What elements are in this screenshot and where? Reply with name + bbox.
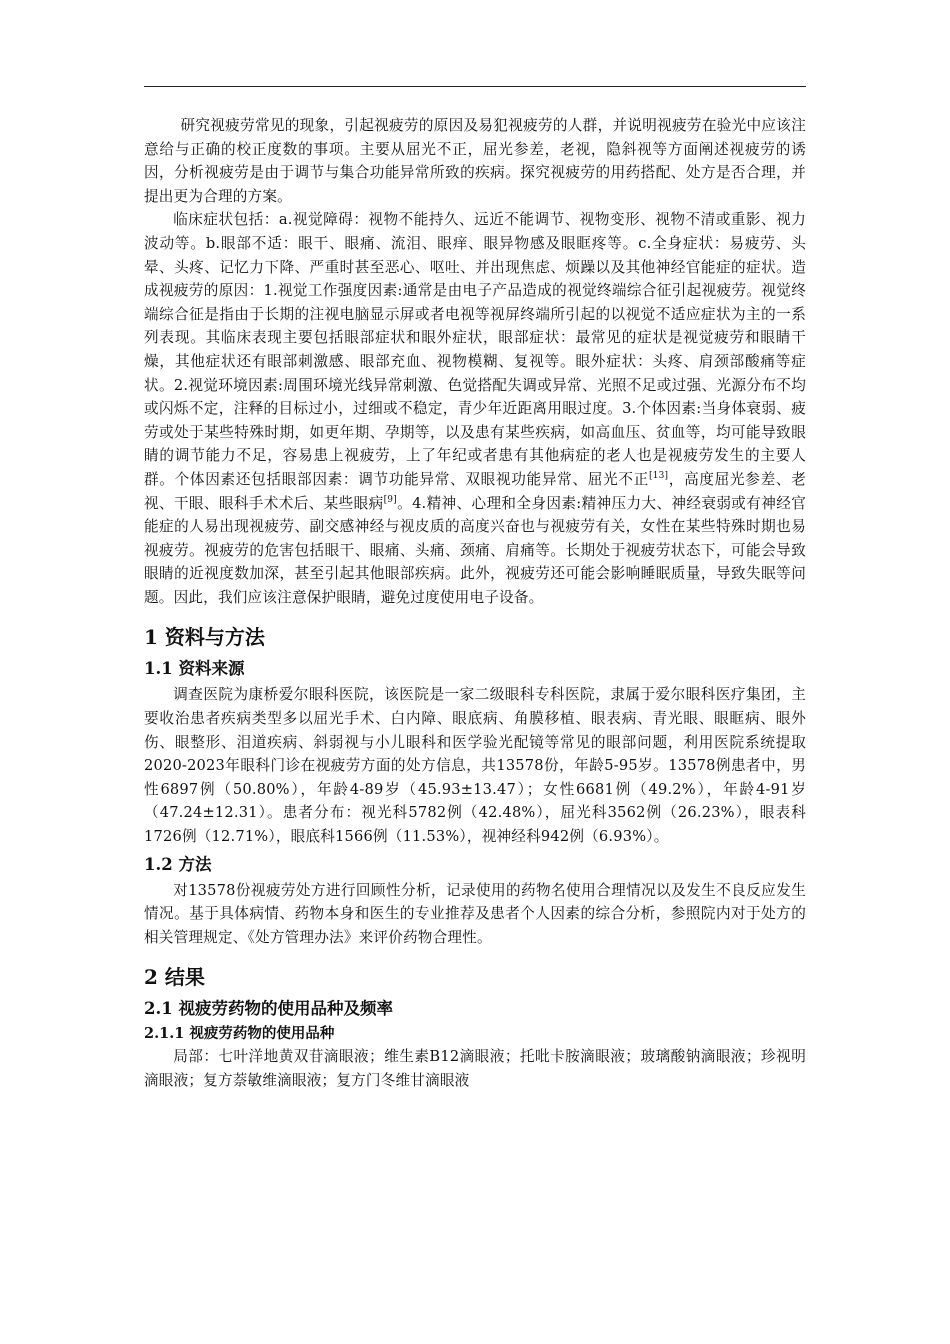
section-1-2-paragraph: 对13578份视疲劳处方进行回顾性分析，记录使用的药物名使用合理情况以及发生不良反应发生情况。基于具体病情、药物本身和医生的专业推荐及患者个人因素的综合分析，参照院内对于处方的相关管理规定、《处方管理办法》来评价药物合理性。: [144, 881, 806, 946]
intro-paragraph-1: 研究视疲劳常见的现象，引起视疲劳的原因及易犯视疲劳的人群，并说明视疲劳在验光中应该注意给与正确的校正度数的事项。主要从屈光不正，屈光参差，老视，隐斜视等方面阐述视疲劳的诱因，分析视疲劳是由于调节与集合功能异常所致的疾病。探究视疲劳的用药搭配、处方是否合理，并提出更为合理的方案。: [144, 117, 806, 205]
section-1-heading: 1 资料与方法: [144, 625, 265, 650]
citation-9: [9]: [383, 494, 397, 505]
citation-13: [13]: [648, 471, 669, 482]
intro-text-a: 临床症状包括：a.视觉障碍：视物不能持久、远近不能调节、视物变形、视物不清或重影、视力波动等。b.眼部不适：眼干、眼痛、流泪、眼痒、眼异物感及眼眶疼等。c.全身症状：易疲劳、头晕、头疼、记忆力下降、严重时甚至恶心、呕吐、并出现焦虑、烦躁以及其他神经官能症的症状。造成视疲劳的原因：1.视觉工作强度因素:通常是由电子产品造成的视觉终端综合征引起视疲劳。视觉终端综合征是指由于长期的注视电脑显示屏或者电视等视屏终端所引起的以视觉不适应症状为主的一系列表现。其临床表现主要包括眼部症状和眼外症状，眼部症状：最常见的症状是视觉疲劳和眼睛干燥，其他症状还有眼部刺激感、眼部充血、视物模糊、复视等。眼外症状：头疼、肩颈部酸痛等症状。2.视觉环境因素:周围环境光线异常刺激、色觉搭配失调或异常、光照不足或过强、光源分布不均或闪烁不定，注释的目标过小，过细或不稳定，青少年近距离用眼过度。3.个体因素:当身体衰弱、疲劳或处于某些特殊时期，如更年期、孕期等，以及患有某些疾病，如高血压、贫血等，均可能导致眼睛的调节能力不足，容易患上视疲劳，上了年纪或者患有其他病症的老人也是视疲劳发生的主要人群。个体因素还包括眼部因素：调节功能异常、双眼视功能异常、屈光不正: [144, 211, 806, 488]
intro-text-b: ，高度屈光参差、老视、干眼、眼科手术术后、某些眼病: [144, 470, 806, 512]
section-1-1-heading: 1.1 资料来源: [144, 659, 245, 679]
section-2-heading: 2 结果: [144, 965, 205, 990]
section-2-1-1-paragraph: 局部：七叶洋地黄双苷滴眼液；维生素B12滴眼液；托吡卡胺滴眼液；玻璃酸钠滴眼液；珍视明滴眼液；复方萘敏维滴眼液；复方门冬维甘滴眼液: [144, 1048, 806, 1089]
section-1-1-paragraph: 调查医院为康桥爱尔眼科医院，该医院是一家二级眼科专科医院，隶属于爱尔眼科医疗集团，主要收治患者疾病类型多以屈光手术、白内障、眼底病、角膜移植、眼表病、青光眼、眼眶病、眼外伤、眼整形、泪道疾病、斜弱视与小儿眼科和医学验光配镜等常见的眼部问题，利用医院系统提取2020-2023年眼科门诊在视疲劳方面的处方信息，共13578份，年龄5-95岁。13578例患者中，男性6897例（50.80%），年龄4-89岁（45.93±13.47）；女性6681例（49.2%），年龄4-91岁（47.24±12.31）。患者分布：视光科5782例（42.48%），屈光科3562例（26.23%），眼表科1726例（12.71%），眼底科1566例（11.53%），视神经科942例（6.93%）。: [144, 686, 806, 846]
header-rule: [144, 86, 806, 87]
document-body: [144, 114, 806, 1093]
intro-paragraph-2: [144, 208, 806, 609]
section-2-1-heading: 2.1 视疲劳药物的使用品种及频率: [144, 999, 393, 1019]
intro-text-c: 。4.精神、心理和全身因素:精神压力大、神经衰弱或有神经官能症的人易出现视疲劳、副交感神经与视皮质的高度兴奋也与视疲劳有关，女性在某些特殊时期也易视疲劳。视疲劳的危害包括眼干、眼痛、头痛、颈痛、肩痛等。长期处于视疲劳状态下，可能会导致眼睛的近视度数加深，甚至引起其他眼部疾病。此外，视疲劳还可能会影响睡眠质量，导致失眠等问题。因此，我们应该注意保护眼睛，避免过度使用电子设备。: [144, 494, 806, 606]
section-2-1-1-heading: 2.1.1 视疲劳药物的使用品种: [144, 1025, 335, 1043]
section-1-2-heading: 1.2 方法: [144, 854, 212, 874]
